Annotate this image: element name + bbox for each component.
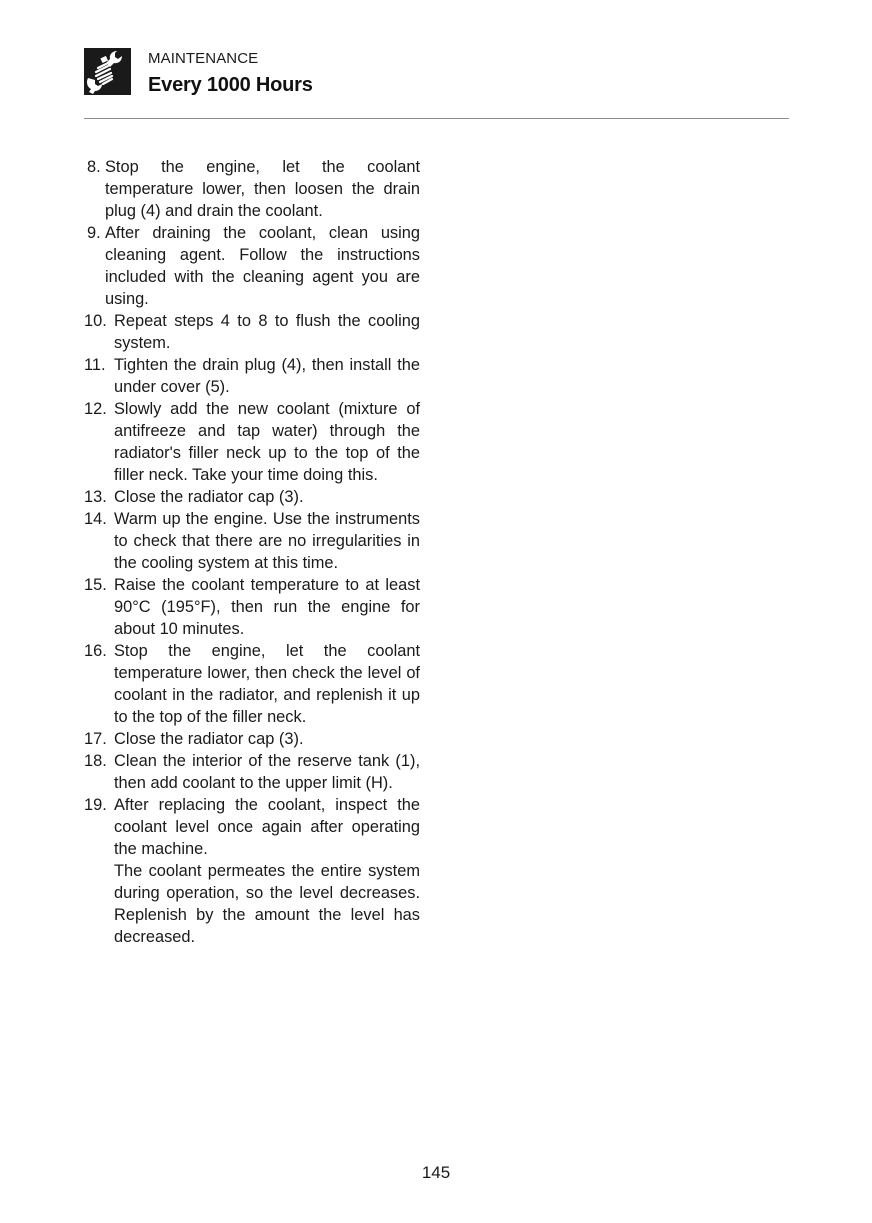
step-number: 17. (84, 730, 107, 748)
header-divider (84, 118, 789, 119)
step-text: Warm up the engine. Use the instruments to check that there are no irregularities in the cooling system at this time. (114, 510, 420, 572)
step-text: After replacing the coolant, inspect the coolant level once again after operating the machine. (114, 796, 420, 858)
list-item (84, 310, 420, 354)
list-item (84, 574, 420, 640)
list-item (84, 354, 420, 398)
list-item (84, 508, 420, 574)
step-number: 18. (84, 752, 107, 770)
step-number: 10. (84, 312, 107, 330)
step-number: 15. (84, 576, 107, 594)
list-item (84, 640, 420, 728)
step-number: 13. (84, 488, 107, 506)
step-text: Repeat steps 4 to 8 to flush the cooling system. (114, 312, 420, 352)
step-text: Stop the engine, let the coolant temperature lower, then loosen the drain plug (4) and drain the coolant. (105, 158, 420, 220)
step-text: After draining the coolant, clean using cleaning agent. Follow the instructions included with the cleaning agent you are using. (105, 224, 420, 308)
list-item (84, 222, 420, 310)
list-item (84, 794, 420, 948)
list-item (84, 486, 420, 508)
step-number: 19. (84, 796, 107, 814)
step-number: 8. (87, 158, 101, 176)
page-title: Every 1000 Hours (148, 74, 313, 96)
step-number: 9. (87, 224, 101, 242)
step-number: 16. (84, 642, 107, 660)
section-label: MAINTENANCE (148, 50, 259, 67)
step-text: Tighten the drain plug (4), then install the under cover (5). (114, 356, 420, 396)
procedure-steps (84, 156, 420, 948)
step-text: Clean the interior of the reserve tank (1), then add coolant to the upper limit (H). (114, 752, 420, 792)
step-text: Stop the engine, let the coolant temperature lower, then check the level of coolant in the radiator, and replenish it up to the top of the filler neck. (114, 642, 420, 726)
list-item (84, 156, 420, 222)
step-number: 12. (84, 400, 107, 418)
step-text: Close the radiator cap (3). (114, 488, 304, 506)
wrench-icon (84, 48, 131, 95)
step-text: Slowly add the new coolant (mixture of antifreeze and tap water) through the radiator's filler neck up to the top of the filler neck. Take your time doing this. (114, 400, 420, 484)
step-text: Raise the coolant temperature to at least 90°C (195°F), then run the engine for about 10 minutes. (114, 576, 420, 638)
step-text: Close the radiator cap (3). (114, 730, 304, 748)
list-item (84, 398, 420, 486)
list-item (84, 750, 420, 794)
step-number: 14. (84, 510, 107, 528)
page-number: 145 (421, 1163, 451, 1182)
step-note: The coolant permeates the entire system during operation, so the level decreases. Replenish by the amount the level has decreased. (114, 862, 420, 946)
step-number: 11. (84, 356, 106, 374)
list-item (84, 728, 420, 750)
